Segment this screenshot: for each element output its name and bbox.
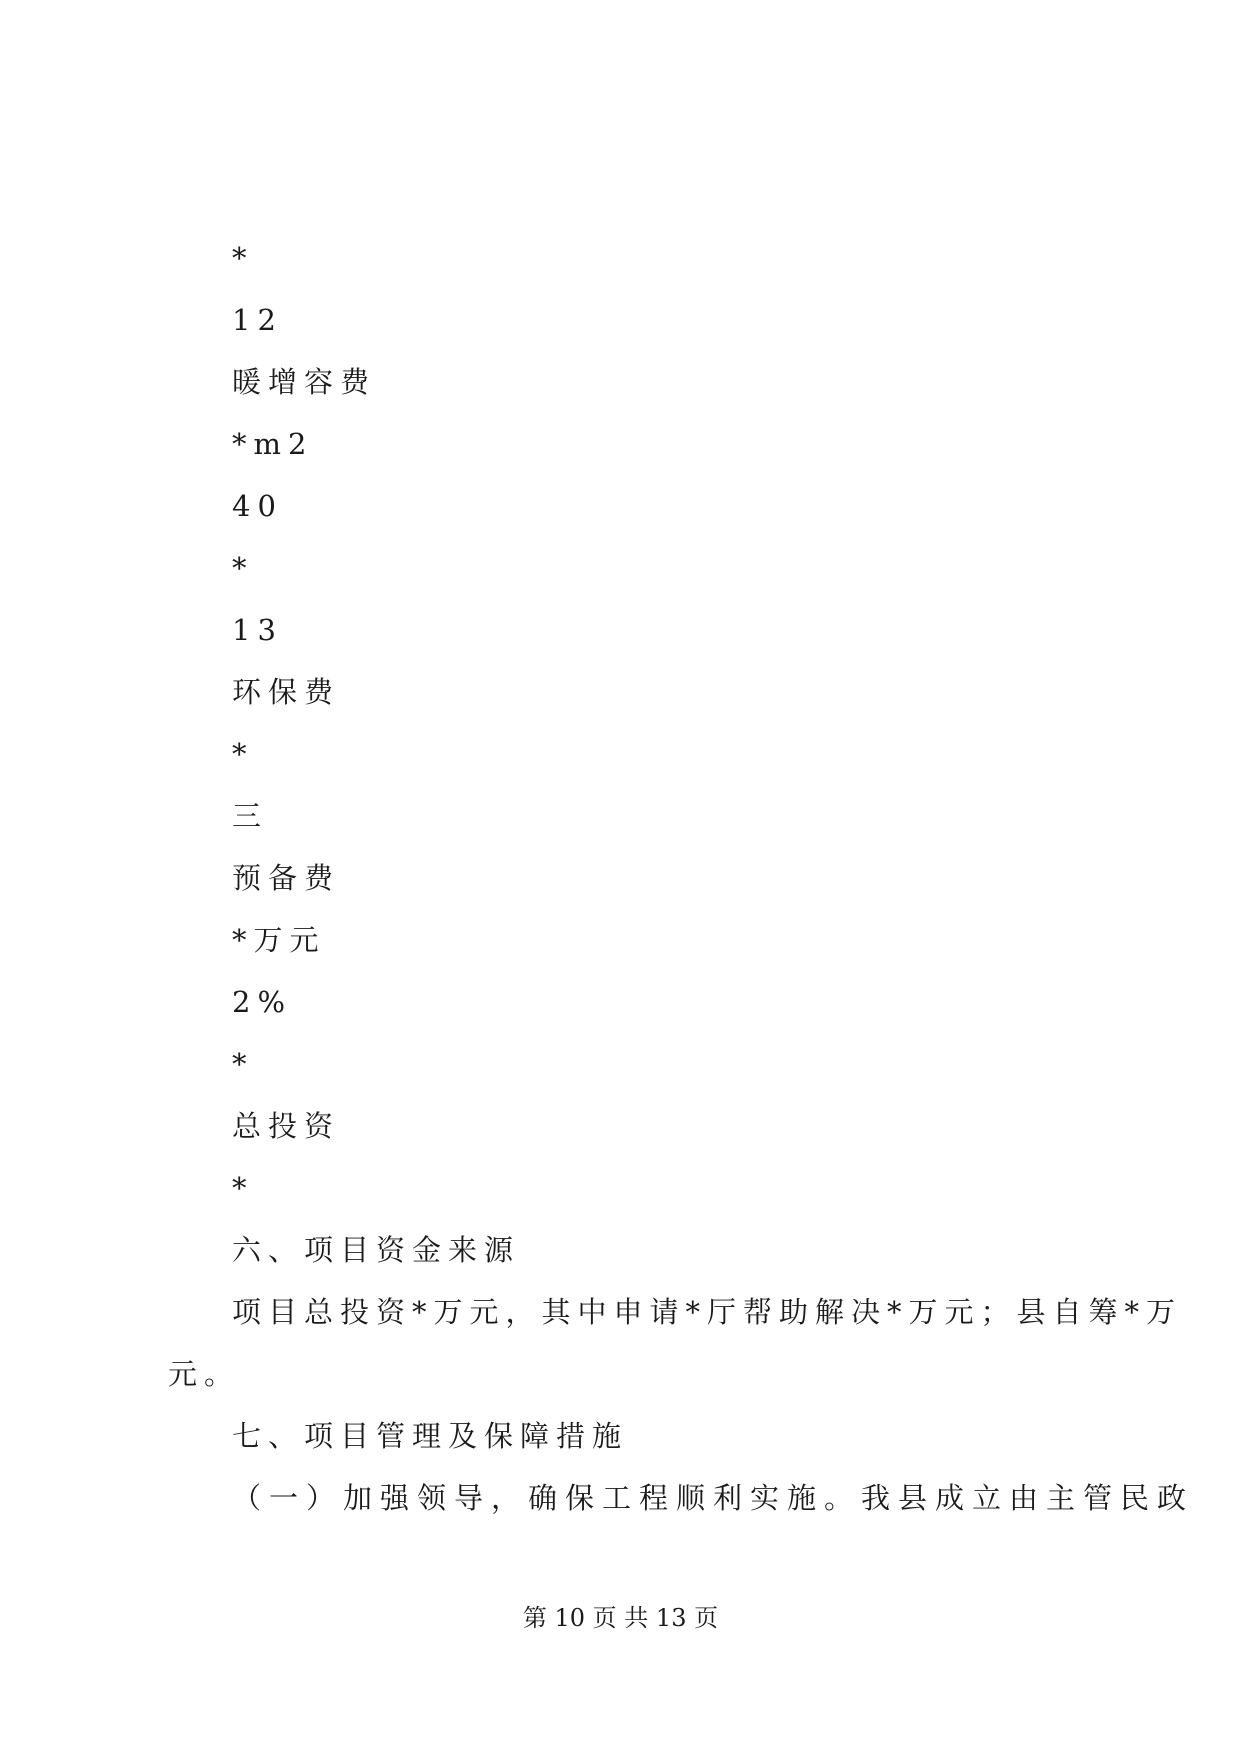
text-line: * <box>232 551 254 585</box>
paragraph-line: 元。 <box>168 1357 241 1391</box>
text-line: * <box>232 241 254 275</box>
section-heading: 七、项目管理及保障措施 <box>232 1419 629 1453</box>
text-line: *万元 <box>232 923 326 957</box>
text-line: *m2 <box>232 427 314 461</box>
text-line: 环保费 <box>232 675 341 709</box>
page-footer: 第 10 页 共 13 页 <box>522 1604 719 1632</box>
text-line: 12 <box>232 303 283 337</box>
text-line: * <box>232 1047 254 1081</box>
text-line: 总投资 <box>232 1109 341 1143</box>
text-line: 13 <box>232 613 283 647</box>
text-line: 三 <box>232 799 269 833</box>
text-line: 40 <box>232 489 283 523</box>
text-line: 预备费 <box>232 861 341 895</box>
paragraph-line: 项目总投资*万元，其中申请*厅帮助解决*万元；县自筹*万 <box>232 1295 1183 1329</box>
text-line: * <box>232 1171 254 1205</box>
text-line: 2% <box>232 985 293 1019</box>
text-line: * <box>232 737 254 771</box>
paragraph-line: （一）加强领导，确保工程顺利实施。我县成立由主管民政 <box>232 1481 1195 1515</box>
text-line: 暖增容费 <box>232 365 377 399</box>
section-heading: 六、项目资金来源 <box>232 1233 521 1267</box>
